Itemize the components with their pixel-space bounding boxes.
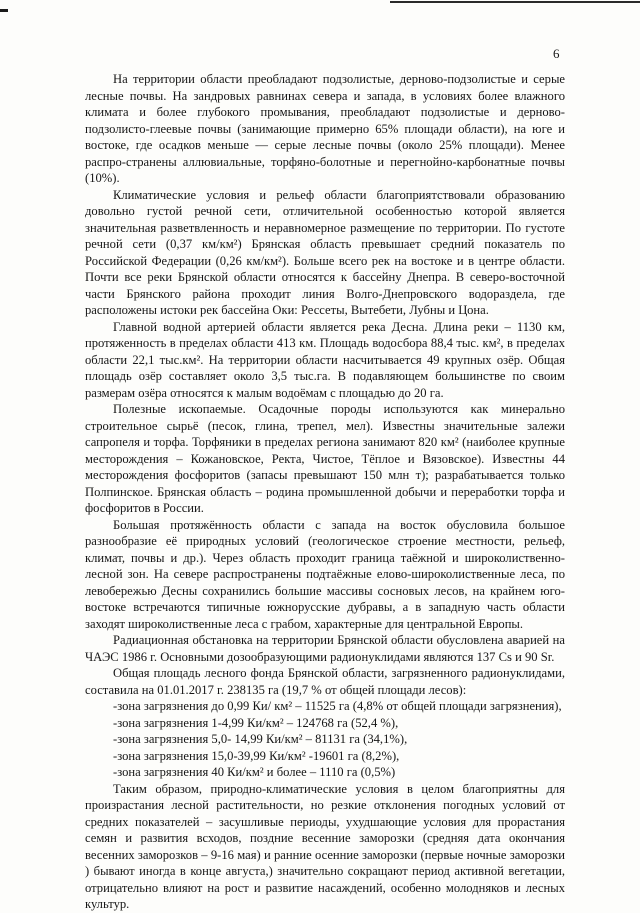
zone-item: -зона загрязнения 15,0-39,99 Ки/км² -19601 га (8,2%),: [113, 748, 400, 763]
paragraph-desna: Главной водной артерией области является река Десна. Длина реки – 1130 км, протяженность в пределах области 413 км. Площадь водосбора 88,4 тыс. км², в пределах области 22,1 тыс.км². На территории области насчитывается 49 крупных озёр. Общая площадь озёр составляет около 3,5 тыс.га. В подавляющем большинстве по своим размерам озёра относятся к малым водоёмам с площадью до 20 га.: [85, 319, 565, 400]
scan-mark: [0, 9, 8, 12]
zone-item: -зона загрязнения 5,0- 14,99 Ки/км² – 81131 га (34,1%),: [113, 732, 408, 746]
zone-item: -зона загрязнения 40 Ки/км² и более – 1110 га (0,5%): [113, 765, 396, 779]
paragraph-conclusion: Таким образом, природно-климатические условия в целом благоприятны для произрастания лесной растительности, но резкие отклонения погодных условий от средних показателей – засушливые периоды, ухудшающие условия для прорастания семян и развития всходов, поздние весенние заморозки (средняя дата окончания весенних заморозков – 9-16 мая) и ранние осенние заморозки (первые ночные заморозки ) бывают иногда в конце августа,) значительно сокращают период активной вегетации, отрицательно влияют на рост и развитие насаждений, особенно молодняков и лесных культур.: [85, 781, 565, 911]
paragraph-contaminated-area: Общая площадь лесного фонда Брянской области, загрязненного радионуклидами, составила на 01.01.2017 г. 238135 га (19,7 % от общей площади лесов):: [85, 666, 565, 697]
contamination-zone-list: [85, 698, 565, 781]
page-number: 6: [553, 46, 560, 61]
zone-item: -зона загрязнения 1-4,99 Ки/км² – 124768 га (52,4 %),: [113, 715, 399, 730]
paragraph-minerals: Полезные ископаемые. Осадочные породы используются как минерально строительное сырьё (песок, глина, трепел, мел). Известны значительные залежи сапропеля и торфа. Торфяники в пределах региона занимают 820 км² (наиболее крупные месторождения – Кожановское, Ректа, Чистое, Тёплое и Вязовское). Известны 44 месторождения фосфоритов (запасы превышают 150 млн т); разрабатывается только Полпинское. Брянская область – родина промышленной добычи и переработки торфа и фосфоритов в России.: [85, 402, 565, 515]
paragraph-soils: На территории области преобладают подзолистые, дерново-подзолистые и серые лесные почвы. На зандровых равнинах севера и запада, в условиях более влажного климата и более глубокого промывания, преобладают подзолистые и дерново-подзолисто-глеевые почвы (занимающие примерно 65% площади области), на юге и востоке, где осадков меньше — серые лесные почвы (около 25% площади). Менее распро-странены аллювиальные, торфяно-болотные и перегнойно-карбонатные почвы (10%).: [85, 72, 565, 185]
paragraph-rivers: Климатические условия и рельеф области благоприятствовали образованию довольно густой речной сети, отличительной особенностью которой является значительная разветвленность и неравномерное размещение по территории. По густоте речной сети (0,37 км/км²) Брянская область превышает средний показатель по Российской Федерации (0,26 км/км²). Больше всего рек на востоке и в центре области. Почти все реки Брянской области относятся к бассейну Днепра. В северо-восточной части Брянского района проходит линия Волго-Днепровского водораздела, где расположены истоки рек бассейна Оки: Рессеты, Вытебети, Лубны и Цона.: [85, 187, 565, 317]
paragraph-radiation: Радиационная обстановка на территории Брянской области обусловлена аварией на ЧАЭС 1986 г. Основными дозообразующими радионуклидами являются 137 Cs и 90 Sr.: [85, 633, 565, 664]
zone-item: -зона загрязнения до 0,99 Ки/ км² – 11525 га (4,8% от общей площади загрязнения),: [113, 699, 562, 713]
scan-edge-line: [390, 1, 640, 3]
paragraph-natural-conditions: Большая протяжённость области с запада на восток обусловила большое разнообразие её природных условий (геологическое строение местности, рельеф, климат, почвы и др.). Через область проходит граница таёжной и широколиственно-лесной зон. На севере распространены подтаёжные елово-широколиственные леса, по левобережью Десны сохранились большие массивы сосновых лесов, на крайнем юго-востоке встречаются типичные южнорусские дубравы, а в западную часть области заходят широколиственные леса с грабом, характерные для центральной Европы.: [85, 517, 565, 631]
document-body: [85, 71, 565, 913]
